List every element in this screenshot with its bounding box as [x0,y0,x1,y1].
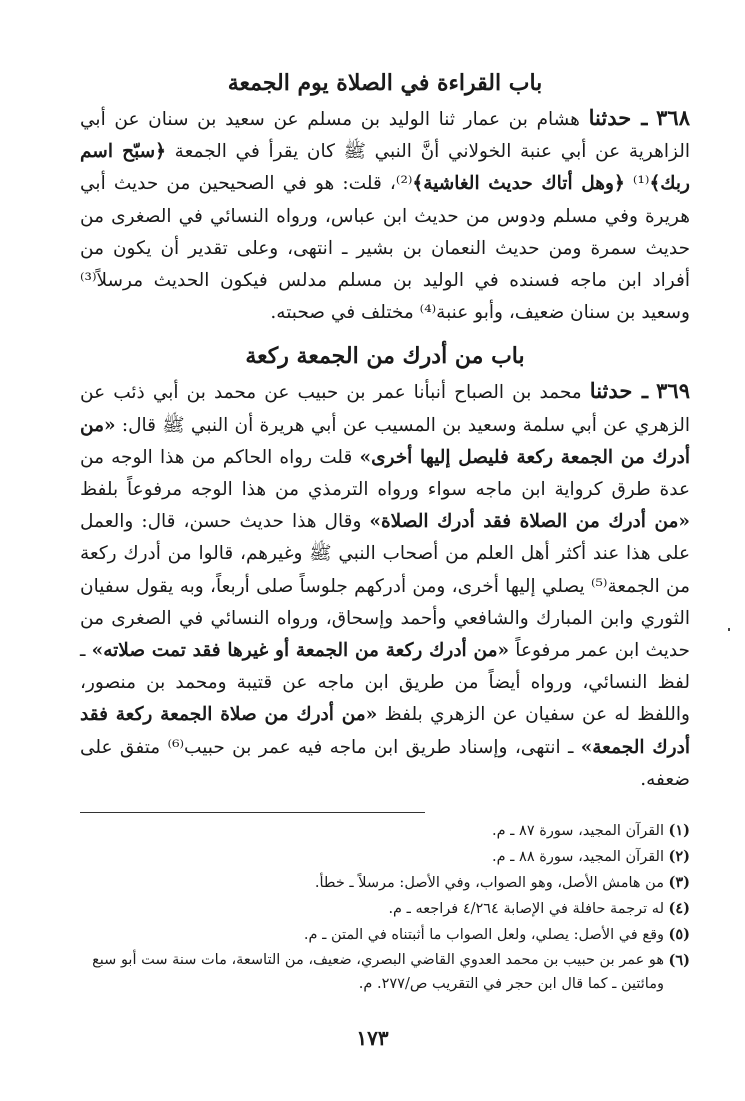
footnote-text: وقع في الأصل: يصلي، ولعل الصواب ما أثبتناه في المتن ـ م. [303,927,664,943]
footnote-4 [80,896,690,922]
footnote-number: (٤) [668,900,690,917]
hadith-368 [80,102,690,329]
footnote-number: (٣) [668,874,690,891]
hadith-quote: «من أدرك ركعة من الجمعة أو غيرها فقد تمت صلاته» [91,640,510,662]
chapter-heading-2: باب من أدرك من الجمعة ركعة [245,343,525,370]
footnote-6 [80,948,690,996]
hadith-text: هشام بن عمار ثنا الوليد بن مسلم عن سعيد بن سنان عن أبي الزاهرية عن أبي عنبة الخولاني أنَّ النبي ﷺ كان يقرأ في الجمعة [80,109,690,163]
quran-quote: ﴿سبّح اسم ربك﴾ [80,141,690,195]
page-body [80,58,690,796]
hadith-text: ـ لفظ النسائي، ورواه أيضاً من طريق ابن ماجه عن قتيبة ومحمد بن منصور، واللفظ له عن سفيان عن الزهري بلفظ [80,640,690,726]
haddathana-label: ـ حدثنا [588,105,648,130]
hadith-text: قلت رواه الحاكم من هذا الوجه من عدة طرق كرواية ابن ماجه سواء ورواه الترمذي من هذا الوجه مرفوعاً بلفظ [80,446,690,501]
chapter-heading-1: باب القراءة في الصلاة يوم الجمعة [227,70,543,96]
footnote-number: (١) [668,822,690,839]
footnote-number: (٥) [668,926,690,943]
hadith-text: ـ انتهى، وإسناد طريق ابن ماجه فيه عمر بن حبيب⁽⁶⁾ متفق على ضعفه. [80,736,690,790]
footnote-2 [80,844,690,870]
hadith-number: ٣٦٩ [656,378,690,404]
footnote-text: القرآن المجيد، سورة ٨٨ ـ م. [491,849,664,865]
hadith-quote: «من أدرك من الصلاة فقد أدرك الصلاة» [369,511,690,533]
footnote-5 [80,922,690,948]
hadith-text: ⁽²⁾، قلت: هو في الصحيحين من حديث أبي هريرة وفي مسلم ودوس من حديث ابن عباس، ورواه النسائي في الصغرى من حديث سمرة ومن حديث النعمان بن بشير ـ انتهى، وعلى تقدير أن يكون من أفراد ابن ماجه فسنده في الوليد بن مسلم مدلس فيكون الحديث مرسلاً⁽³⁾ وسعيد بن سنان ضعيف، وأبو عنبة⁽⁴⁾ مختلف في صحبته. [80,173,690,324]
footnote-number: (٢) [668,848,690,865]
footnotes [80,818,690,996]
footnote-3 [80,870,690,896]
hadith-text: ⁽¹⁾ [624,173,650,195]
footnote-text: هو عمر بن حبيب بن محمد العدوي القاضي البصري، ضعيف، من التاسعة، مات سنة ست أبو سبع ومائتين ـ كما قال ابن حجر في التقريب ص/٢٧٧. م. [92,952,664,992]
haddathana-label: ـ حدثنا [589,378,649,404]
footnote-text: من هامش الأصل، وهو الصواب، وفي الأصل: مرسلاً ـ خطأ. [314,875,664,891]
hadith-quote: «من أدرك من الجمعة ركعة فليصل إليها أخرى» [80,414,690,468]
hadith-369 [80,375,690,796]
quran-quote: ﴿وهل أتاك حديث الغاشية﴾ [412,173,625,195]
footnote-divider [80,812,425,813]
footnote-text: القرآن المجيد، سورة ٨٧ ـ م. [491,823,664,839]
page-number: ١٧٣ [356,1026,389,1050]
hadith-text: محمد بن الصباح أنبأنا عمر بن حبيب عن محمد بن أبي ذئب عن الزهري عن أبي سلمة وسعيد بن المسيب عن أبي هريرة أن النبي ﷺ قال: [80,382,690,436]
margin-mark [728,628,730,631]
footnote-1 [80,818,690,844]
footnote-text: له ترجمة حافلة في الإصابة ٤/٢٦٤ فراجعه ـ م. [388,901,664,917]
hadith-text: وقال هذا حديث حسن، قال: والعمل على هذا عند أكثر أهل العلم من أصحاب النبي ﷺ وغيرهم، قالوا من أدرك ركعة من الجمعة⁽⁵⁾ يصلي إليها أخرى، ومن أدركهم جلوساً صلى أربعاً، وبه يقول سفيان الثوري وابن المبارك والشافعي وأحمد وإسحاق، ورواه النسائي في الصغرى من حديث ابن عمر مرفوعاً [80,511,690,662]
hadith-number: ٣٦٨ [656,105,690,130]
footnote-number: (٦) [668,952,690,969]
hadith-quote: «من أدرك من صلاة الجمعة ركعة فقد أدرك الجمعة» [80,704,690,758]
